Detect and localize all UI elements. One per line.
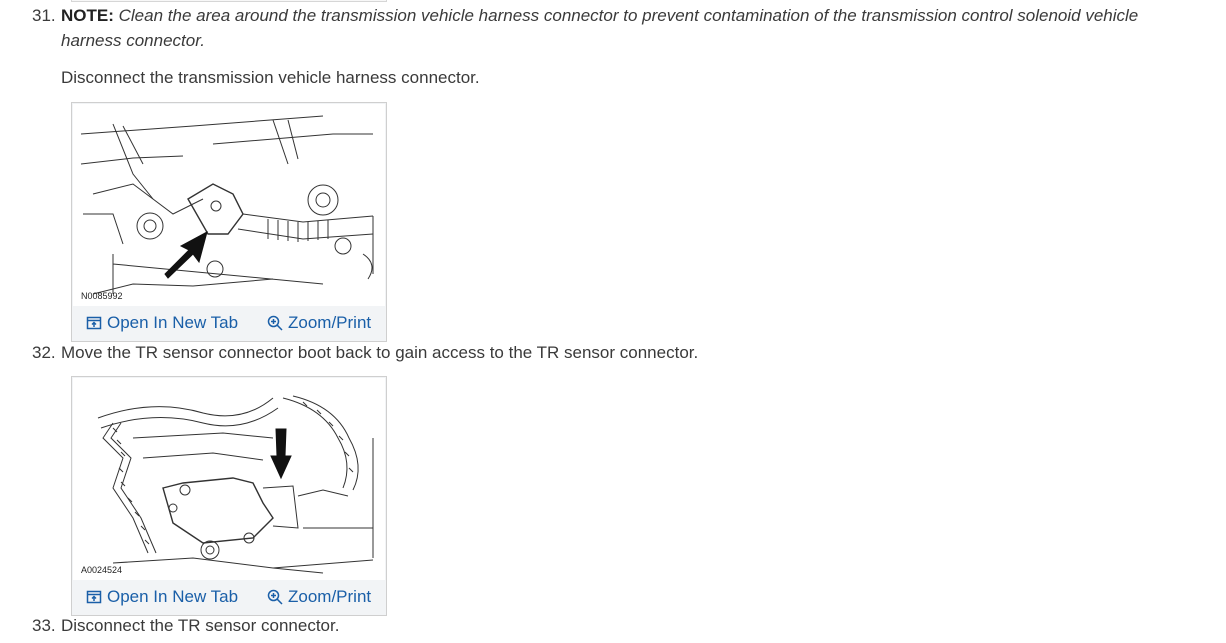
step-instruction: Move the TR sensor connector boot back to gain access to the TR sensor connector.	[61, 343, 699, 362]
tr-sensor-connector-illustration	[73, 378, 385, 580]
note-text: Clean the area around the transmission vehicle harness connector to prevent contamination of the transmission control solenoid vehicle harness connector.	[61, 6, 1139, 50]
step-note	[61, 3, 1202, 53]
harness-connector-drawing	[73, 104, 385, 306]
figure-N0085992	[71, 102, 387, 342]
open-in-new-tab-link[interactable]	[86, 313, 238, 333]
step-32	[32, 340, 1202, 365]
step-number: 33.	[32, 616, 56, 635]
step-number: 31.	[32, 6, 56, 25]
figure-A0024524	[71, 376, 387, 616]
zoom-print-label: Zoom/Print	[288, 313, 372, 332]
step-31	[32, 3, 1202, 53]
step-31-instruction: Disconnect the transmission vehicle harness connector.	[61, 68, 480, 87]
zoom-in-icon	[267, 589, 283, 605]
zoom-print-link[interactable]	[267, 313, 371, 333]
step-33	[32, 613, 1202, 638]
figure-id: N0085992	[81, 291, 123, 301]
open-in-new-tab-label: Open In New Tab	[107, 587, 239, 606]
zoom-print-link[interactable]	[267, 587, 371, 607]
open-in-new-tab-label: Open In New Tab	[107, 313, 239, 332]
step-instruction: Disconnect the TR sensor connector.	[61, 616, 340, 635]
harness-connector-illustration	[73, 104, 385, 306]
previous-figure-frame	[71, 0, 387, 2]
open-in-new-tab-icon	[86, 315, 102, 331]
figure-id: A0024524	[81, 565, 123, 575]
note-label: NOTE:	[61, 6, 114, 25]
zoom-in-icon	[267, 315, 283, 331]
zoom-print-label: Zoom/Print	[288, 587, 372, 606]
tr-sensor-drawing	[73, 378, 385, 580]
step-number: 32.	[32, 343, 56, 362]
open-in-new-tab-icon	[86, 589, 102, 605]
figure-actions	[72, 307, 386, 341]
figure-actions	[72, 581, 386, 615]
open-in-new-tab-link[interactable]	[86, 587, 238, 607]
